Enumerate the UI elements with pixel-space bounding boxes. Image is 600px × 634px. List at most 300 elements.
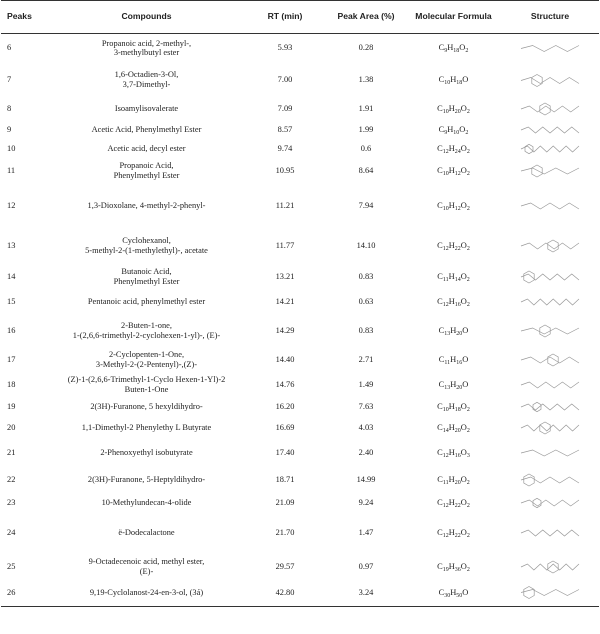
compound-name: [49, 416, 244, 440]
peak-area: 8.64: [358, 165, 374, 175]
chemical-structure-icon: [515, 581, 585, 604]
table-row: [1, 98, 599, 120]
compound-name: [49, 63, 244, 98]
formula-subscript: 2: [465, 129, 469, 136]
retention-time: 21.09: [275, 497, 295, 507]
formula-subscript: 20: [454, 108, 461, 115]
structure-cell: [501, 494, 599, 512]
table-row: [1, 34, 599, 63]
formula-element: C: [438, 587, 445, 597]
table-row: [1, 228, 599, 264]
peak-number: 15: [7, 296, 16, 306]
table-row: [1, 440, 599, 466]
formula-element: H: [448, 447, 455, 457]
structure-cell: [501, 140, 599, 158]
formula-element: H: [448, 143, 455, 153]
retention-time: 16.20: [275, 401, 295, 411]
chemical-structure-icon: [515, 514, 585, 552]
compound-name: [49, 466, 244, 494]
table-row: [1, 63, 599, 98]
chemical-structure-icon: [515, 186, 585, 226]
chemical-structure-icon: [515, 266, 585, 288]
peak-number: 7: [7, 75, 12, 85]
compound-name-line: 2-Cyclopenten-1-One,: [108, 349, 185, 359]
formula-subscript: 10: [442, 205, 449, 212]
formula-element: C: [438, 354, 445, 364]
compound-name-line: 1,1-Dimethyl-2 Phenylethy L Butyrate: [81, 422, 212, 432]
formula-element: C: [437, 561, 443, 571]
peak-number: 8: [7, 103, 12, 113]
formula-subscript: 9: [444, 48, 448, 55]
peak-area: 2.40: [358, 447, 374, 457]
structure-cell: [501, 228, 599, 264]
formula-subscript: 2: [466, 170, 470, 177]
formula-element: O: [460, 497, 467, 507]
compound-name-line: 1-(2,6,6-trimethyl-2-cyclohexen-1-yl)-, (E)-: [72, 330, 221, 340]
formula-element: H: [447, 124, 454, 134]
compound-name-line: Propanoic acid, 2-methyl-,: [101, 38, 192, 48]
structure-cell: [501, 372, 599, 398]
formula-element: C: [438, 43, 445, 53]
molecular-formula: [406, 554, 501, 580]
table-row: [1, 580, 599, 607]
formula-element: C: [437, 143, 443, 153]
peak-area: 1.38: [358, 75, 374, 85]
formula-subscript: 10: [442, 406, 449, 413]
peak-number: 14: [7, 271, 16, 281]
molecular-formula: [406, 398, 501, 416]
formula-subscript: 18: [454, 406, 461, 413]
formula-element: H: [450, 587, 457, 597]
formula-element: C: [437, 527, 443, 537]
formula-element: O: [460, 447, 467, 457]
table-row: [1, 120, 599, 140]
compound-name: [49, 290, 244, 314]
table-row: [1, 398, 599, 416]
retention-time: 10.95: [275, 165, 295, 175]
structure-cell: [501, 466, 599, 494]
retention-time: 42.80: [244, 580, 326, 607]
molecular-formula: [406, 580, 501, 607]
formula-element: O: [460, 240, 467, 250]
table-row: [1, 290, 599, 314]
formula-subscript: 18: [456, 80, 463, 87]
molecular-formula: [406, 63, 501, 98]
peak-number: 12: [7, 200, 16, 210]
compound-name-line: Propanoic Acid,: [119, 160, 174, 170]
formula-element: O: [460, 296, 467, 306]
peak-number: 19: [7, 401, 16, 411]
chemical-structure-icon: [515, 142, 585, 156]
formula-subscript: 2: [466, 566, 470, 573]
formula-element: C: [437, 474, 443, 484]
formula-subscript: 12: [442, 301, 449, 308]
formula-element: H: [450, 75, 457, 85]
peak-number: 13: [7, 240, 16, 250]
formula-subscript: 11: [442, 276, 449, 283]
compound-name-line: (Z)-1-(2,6,6-Trimethyl-1-Cyclo Hexen-1-Yl)-2: [67, 374, 226, 384]
molecular-formula: [406, 290, 501, 314]
table-row: [1, 416, 599, 440]
col-header-peak-area: Peak Area (%): [326, 1, 406, 34]
chemical-structure-icon: [515, 122, 585, 138]
retention-time: 14.40: [275, 354, 295, 364]
retention-time: 7.09: [277, 103, 293, 113]
formula-subscript: 36: [454, 566, 461, 573]
formula-element: O: [460, 200, 467, 210]
peak-area: 0.83: [358, 325, 374, 335]
formula-subscript: 2: [466, 245, 470, 252]
chemical-structure-icon: [515, 374, 585, 396]
formula-subscript: 11: [444, 359, 451, 366]
compound-name-line: 3,7-Dimethyl-: [122, 80, 171, 89]
retention-time: 8.57: [277, 124, 293, 134]
structure-cell: [501, 290, 599, 314]
table-row: [1, 494, 599, 512]
formula-element: O: [460, 422, 467, 432]
structure-cell: [501, 98, 599, 120]
formula-subscript: 20: [454, 479, 461, 486]
retention-time: 11.77: [275, 240, 295, 250]
compound-name-line: Acetic Acid, Phenylmethyl Ester: [91, 124, 202, 134]
peak-area: 0.83: [358, 271, 374, 281]
col-header-formula: Molecular Formula: [406, 1, 501, 34]
peak-area: 14.10: [356, 240, 376, 250]
formula-subscript: 2: [466, 427, 470, 434]
formula-element: C: [437, 447, 443, 457]
formula-element: H: [448, 422, 455, 432]
chemical-structure-icon: [515, 556, 585, 578]
formula-element: H: [448, 165, 455, 175]
molecular-formula: [406, 158, 501, 184]
chemical-structure-icon: [515, 442, 585, 464]
formula-subscript: 14: [454, 276, 461, 283]
compound-name: [49, 494, 244, 512]
compound-name: [49, 184, 244, 228]
compound-name-line: 1,3-Dioxolane, 4-methyl-2-phenyl-: [87, 200, 206, 210]
formula-element: O: [462, 325, 469, 335]
retention-time: 17.40: [275, 447, 295, 457]
formula-element: O: [459, 43, 466, 53]
compound-name: [49, 314, 244, 348]
col-header-peaks: Peaks: [1, 1, 49, 34]
formula-subscript: 2: [466, 532, 470, 539]
molecular-formula: [406, 120, 501, 140]
formula-subscript: 16: [456, 359, 463, 366]
formula-subscript: 13: [444, 384, 451, 391]
chemical-structure-icon: [515, 418, 585, 438]
structure-cell: [501, 314, 599, 348]
peak-area: 9.24: [358, 497, 374, 507]
retention-time: 18.71: [275, 474, 295, 484]
table-body: [1, 34, 599, 607]
retention-time: 21.70: [275, 527, 295, 537]
compound-name: [49, 264, 244, 290]
peak-number: 16: [7, 325, 16, 335]
formula-element: O: [460, 143, 467, 153]
formula-subscript: 12: [442, 532, 449, 539]
compound-name-line: 10-Methylundecan-4-olide: [101, 497, 192, 507]
formula-subscript: 18: [453, 48, 460, 55]
formula-subscript: 2: [466, 301, 470, 308]
formula-element: C: [438, 75, 445, 85]
compound-name-line: Buten-1-One: [124, 384, 169, 394]
table-row: [1, 372, 599, 398]
peak-number: 10: [7, 143, 16, 153]
formula-subscript: 2: [466, 406, 470, 413]
compound-name-line: Acetic acid, decyl ester: [107, 143, 186, 153]
formula-subscript: 13: [444, 330, 451, 337]
compound-name-line: Phenylmethyl Ester: [113, 276, 180, 286]
formula-subscript: 22: [454, 502, 461, 509]
compound-name-line: ë-Dodecalactone: [118, 527, 175, 537]
chemical-structure-icon: [515, 400, 585, 414]
peak-area: 1.99: [358, 124, 374, 134]
chemical-structure-icon: [515, 36, 585, 61]
formula-subscript: 10: [453, 129, 460, 136]
compounds-table: [1, 0, 599, 607]
formula-element: H: [450, 379, 457, 389]
table-row: [1, 554, 599, 580]
structure-cell: [501, 120, 599, 140]
formula-element: H: [448, 527, 455, 537]
formula-element: O: [460, 527, 467, 537]
peak-area: 0.6: [360, 143, 372, 153]
formula-subscript: 2: [466, 479, 470, 486]
peak-number: 9: [7, 124, 12, 134]
molecular-formula: [406, 512, 501, 554]
structure-cell: [501, 580, 599, 607]
molecular-formula: [406, 34, 501, 63]
peak-number: 26: [1, 580, 49, 607]
formula-element: H: [448, 474, 455, 484]
structure-cell: [501, 264, 599, 290]
compound-name-line: 3-methylbutyl ester: [113, 48, 180, 58]
table-row: [1, 512, 599, 554]
compound-name: [49, 580, 244, 607]
compound-name: [49, 554, 244, 580]
peak-number: 23: [7, 497, 16, 507]
chemical-structure-icon: [515, 65, 585, 96]
formula-subscript: 12: [454, 205, 461, 212]
compound-name: [49, 440, 244, 466]
formula-element: O: [460, 165, 467, 175]
structure-cell: [501, 34, 599, 63]
compound-name: [49, 120, 244, 140]
retention-time: 9.74: [277, 143, 293, 153]
retention-time: 14.76: [275, 379, 295, 389]
formula-subscript: 19: [442, 566, 449, 573]
formula-element: H: [448, 497, 455, 507]
peak-area: 1.91: [358, 103, 374, 113]
formula-element: C: [437, 103, 443, 113]
formula-subscript: 16: [454, 452, 461, 459]
formula-subscript: 11: [442, 479, 449, 486]
chemical-structure-icon: [515, 160, 585, 182]
formula-element: C: [438, 379, 445, 389]
formula-subscript: 2: [465, 48, 469, 55]
peak-number: 22: [7, 474, 16, 484]
peak-area: 2.71: [358, 354, 374, 364]
molecular-formula: [406, 264, 501, 290]
formula-element: O: [462, 354, 469, 364]
retention-time: 13.21: [275, 271, 295, 281]
compound-name: [49, 228, 244, 264]
formula-subscript: 10: [444, 80, 451, 87]
formula-subscript: 2: [466, 205, 470, 212]
compound-name: [49, 98, 244, 120]
molecular-formula: [406, 184, 501, 228]
retention-time: 11.21: [275, 200, 295, 210]
compound-name-line: 2-Buten-1-one,: [121, 320, 172, 330]
formula-element: O: [460, 271, 467, 281]
compound-name-line: Butanoic Acid,: [121, 266, 172, 276]
formula-element: O: [462, 379, 469, 389]
compound-name-line: (E)-: [139, 566, 154, 576]
formula-element: H: [448, 103, 455, 113]
table-row: [1, 466, 599, 494]
compound-name-line: 5-methyl-2-(1-methylethyl)-, acetate: [85, 245, 208, 255]
chemical-structure-icon: [515, 496, 585, 510]
peak-area: 4.03: [358, 422, 374, 432]
molecular-formula: [406, 228, 501, 264]
formula-element: H: [448, 401, 455, 411]
chemical-structure-icon: [515, 100, 585, 118]
formula-element: O: [460, 103, 467, 113]
peak-number: 18: [7, 379, 16, 389]
structure-cell: [501, 398, 599, 416]
peak-number: 6: [7, 43, 12, 53]
formula-element: C: [437, 401, 443, 411]
formula-element: O: [460, 401, 467, 411]
table-row: [1, 314, 599, 348]
formula-element: H: [448, 240, 455, 250]
compound-name-line: 9,19-Cyclolanost-24-en-3-ol, (3á): [89, 587, 204, 597]
structure-cell: [501, 184, 599, 228]
formula-element: O: [462, 587, 469, 597]
structure-cell: [501, 554, 599, 580]
formula-subscript: 50: [456, 592, 463, 599]
compound-name-line: 3-Methyl-2-(2-Pentenyl)-,(Z)-: [95, 359, 198, 369]
formula-subscript: 10: [442, 170, 449, 177]
retention-time: 5.93: [277, 43, 293, 53]
peak-area: 0.28: [358, 43, 374, 53]
compound-name: [49, 348, 244, 372]
compound-name-line: 2(3H)-Furanone, 5-Heptyldihydro-: [87, 474, 206, 484]
formula-element: O: [459, 124, 466, 134]
formula-element: H: [450, 354, 457, 364]
retention-time: 16.69: [275, 422, 295, 432]
chemical-structure-icon: [515, 230, 585, 262]
structure-cell: [501, 416, 599, 440]
formula-subscript: 22: [454, 532, 461, 539]
peak-number: 21: [7, 447, 16, 457]
formula-element: C: [437, 165, 443, 175]
formula-subscript: 10: [442, 108, 449, 115]
peak-area: 0.63: [358, 296, 374, 306]
peak-area: 7.63: [358, 401, 374, 411]
formula-element: C: [437, 296, 443, 306]
formula-element: C: [437, 497, 443, 507]
compound-name-line: 1,6-Octadien-3-Ol,: [114, 70, 179, 80]
formula-element: C: [437, 271, 443, 281]
peak-area: 1.49: [358, 379, 374, 389]
compound-name: [49, 398, 244, 416]
compound-name-line: 2-Phenoxyethyl isobutyrate: [100, 447, 193, 457]
formula-subscript: 14: [442, 427, 449, 434]
formula-element: O: [462, 75, 469, 85]
formula-element: H: [448, 296, 455, 306]
formula-subscript: 12: [442, 502, 449, 509]
formula-subscript: 2: [466, 148, 470, 155]
molecular-formula: [406, 98, 501, 120]
structure-cell: [501, 158, 599, 184]
peak-area: 7.94: [358, 200, 374, 210]
formula-element: C: [437, 240, 443, 250]
formula-subscript: 20: [454, 427, 461, 434]
peak-number: 20: [7, 422, 16, 432]
molecular-formula: [406, 348, 501, 372]
table-row: [1, 158, 599, 184]
peak-area: 3.24: [326, 580, 406, 607]
formula-element: O: [460, 474, 467, 484]
structure-cell: [501, 512, 599, 554]
compound-name: [49, 512, 244, 554]
formula-subscript: 12: [442, 452, 449, 459]
peak-number: 24: [7, 527, 16, 537]
formula-subscript: 16: [454, 301, 461, 308]
chemical-structure-icon: [515, 316, 585, 346]
col-header-rt: RT (min): [244, 1, 326, 34]
formula-element: H: [450, 325, 457, 335]
formula-subscript: 22: [454, 245, 461, 252]
col-header-structure: Structure: [501, 1, 599, 34]
molecular-formula: [406, 440, 501, 466]
formula-subscript: 3: [466, 452, 470, 459]
formula-subscript: 12: [442, 148, 449, 155]
formula-element: H: [447, 43, 454, 53]
molecular-formula: [406, 466, 501, 494]
retention-time: 7.00: [277, 75, 293, 85]
molecular-formula: [406, 314, 501, 348]
compound-name-line: 2(3H)-Furanone, 5 hexyldihydro-: [90, 401, 203, 411]
formula-subscript: 2: [466, 502, 470, 509]
header-row: [1, 1, 599, 34]
compound-name-line: Isoamylisovalerate: [114, 103, 179, 113]
peak-area: 1.47: [358, 527, 374, 537]
formula-element: H: [448, 561, 455, 571]
structure-cell: [501, 63, 599, 98]
retention-time: 14.21: [275, 296, 295, 306]
retention-time: 14.29: [275, 325, 295, 335]
compound-name: [49, 372, 244, 398]
compound-name: [49, 158, 244, 184]
compound-name-line: Phenylmethyl Ester: [113, 170, 180, 180]
table-row: [1, 264, 599, 290]
compound-name-line: 9-Octadecenoic acid, methyl ester,: [88, 556, 205, 566]
formula-element: O: [460, 561, 467, 571]
chemical-structure-icon: [515, 292, 585, 312]
formula-element: H: [448, 271, 455, 281]
peak-number: 11: [7, 165, 16, 175]
formula-subscript: 20: [456, 330, 463, 337]
formula-subscript: 30: [444, 592, 451, 599]
formula-subscript: 24: [454, 148, 461, 155]
compound-name: [49, 140, 244, 158]
peak-area: 0.97: [358, 561, 374, 571]
retention-time: 29.57: [275, 561, 295, 571]
formula-element: C: [437, 200, 443, 210]
